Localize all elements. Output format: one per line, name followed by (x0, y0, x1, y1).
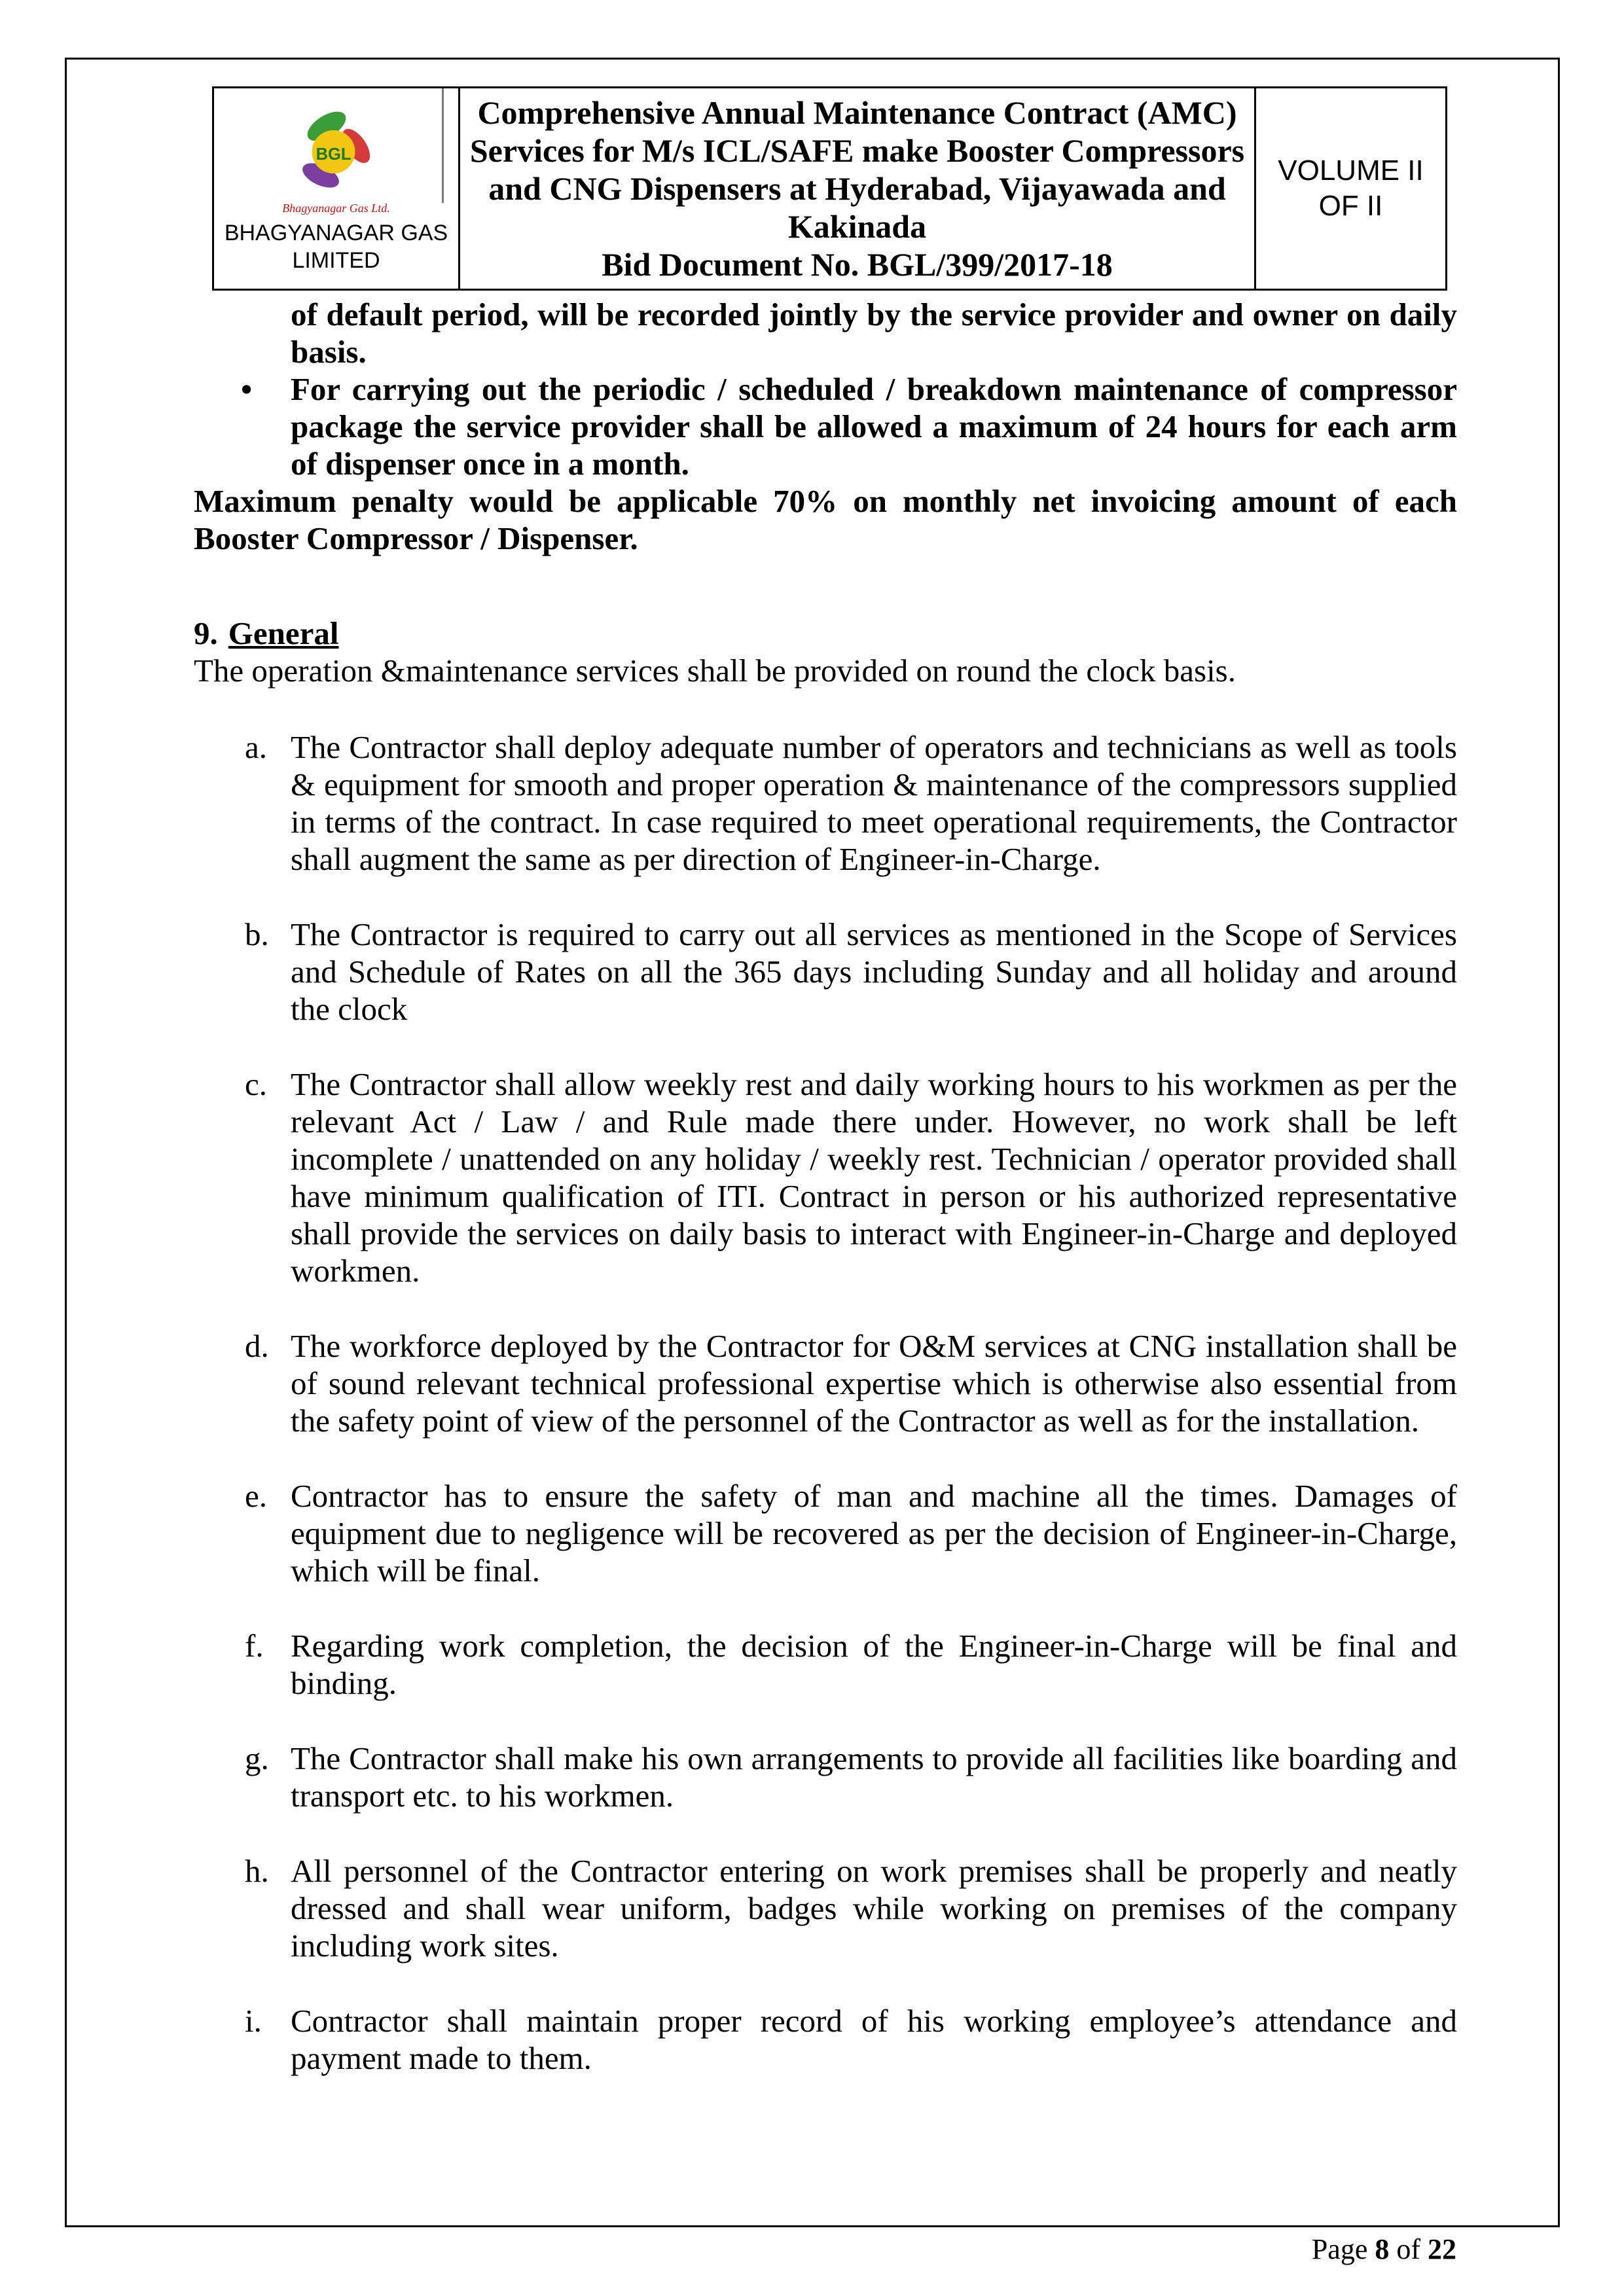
item-letter: g. (245, 1740, 269, 1776)
list-item (194, 1740, 1457, 1814)
footer-page-number: 8 (1375, 2233, 1390, 2265)
list-item (194, 1477, 1457, 1589)
item-letter: i. (245, 2003, 262, 2039)
item-text: The Contractor shall deploy adequate number of operators and technicians as well as tools & equipment for smooth and proper operation & maintenance of the compressors supplied in terms of the contract. In case required to meet operational requirements, the Contractor shall augment the same as per direction of Engineer-in-Charge. (291, 729, 1457, 877)
company-name-line1: BHAGYANAGAR GAS (224, 221, 448, 245)
item-text: Regarding work completion, the decision of the Engineer-in-Charge will be final and binding. (291, 1628, 1457, 1701)
bgl-logo-icon (287, 103, 386, 201)
volume-line2: OF II (1318, 190, 1383, 222)
item-letter: a. (245, 729, 267, 765)
header-table (212, 86, 1447, 291)
item-letter: f. (245, 1628, 264, 1664)
item-letter: h. (245, 1853, 269, 1889)
doc-title-cell (460, 88, 1255, 290)
continuation-paragraph: of default period, will be recorded jointly by the service provider and owner on daily basis. (291, 296, 1457, 370)
item-text: The Contractor shall allow weekly rest and daily working hours to his workmen as per the relevant Act / Law / and Rule made there under. However, no work shall be left incomplete / unattended on any holiday / weekly rest. Technician / operator provided shall have minimum qualification of ITI. Contract in person or his authorized representative shall provide the services on daily basis to interact with Engineer-in-Charge and deployed workmen. (291, 1066, 1457, 1289)
general-items-list (194, 728, 1457, 2077)
item-letter: c. (245, 1066, 267, 1102)
list-item (194, 1627, 1457, 1702)
company-name-line2: LIMITED (292, 248, 380, 273)
item-text: All personnel of the Contractor entering on work premises shall be properly and neatly dressed and shall wear uniform, badges while working on premises of the company including work sites. (291, 1853, 1457, 1964)
section-title: General (228, 615, 339, 651)
list-item (194, 1852, 1457, 1964)
section-intro: The operation &maintenance services shall be provided on round the clock basis. (194, 653, 1236, 689)
footer-of-label: of (1389, 2233, 1428, 2265)
bid-doc-no: Bid Document No. BGL/399/2017-18 (602, 246, 1113, 283)
item-text: The workforce deployed by the Contractor for O&M services at CNG installation shall be of sound relevant technical professional expertise which is otherwise also essential from the safety point of view of the personnel of the Contractor as well as for the installation. (291, 1328, 1457, 1439)
item-letter: b. (245, 916, 269, 952)
bullet-marker: • (241, 371, 253, 407)
company-logo (223, 103, 449, 201)
item-text: Contractor has to ensure the safety of man and machine all the times. Damages of equipment due to negligence will be recovered as per the decision of Engineer-in-Charge, which will be final. (291, 1478, 1457, 1588)
item-text: The Contractor shall make his own arrangements to provide all facilities like boarding and transport etc. to his workmen. (291, 1740, 1457, 1814)
volume-line1: VOLUME II (1278, 154, 1424, 187)
list-item (194, 728, 1457, 878)
company-name (223, 219, 449, 274)
document-body (194, 296, 1457, 2115)
item-letter: d. (245, 1328, 269, 1364)
page-footer (1312, 2233, 1456, 2266)
item-letter: e. (245, 1478, 267, 1514)
penalty-paragraph: Maximum penalty would be applicable 70% on monthly net invoicing amount of each Booster Compressor / Dispenser. (194, 483, 1457, 556)
item-text: The Contractor is required to carry out all services as mentioned in the Scope of Services and Schedule of Rates on all the 365 days including Sunday and all holiday and around the clock (291, 916, 1457, 1027)
volume-cell (1255, 88, 1447, 290)
section-number: 9. (194, 615, 218, 651)
list-item (194, 2002, 1457, 2077)
logo-divider (442, 88, 444, 203)
doc-title: Comprehensive Annual Maintenance Contract (AMC) Services for M/s ICL/SAFE make Booster Compressors and CNG Dispensers at Hyderabad, Vijayawada and Kakinada (469, 94, 1245, 245)
volume-label (1265, 153, 1436, 224)
svg-text:BGL: BGL (316, 145, 351, 164)
footer-total-pages: 22 (1428, 2233, 1456, 2265)
bullet-item (241, 370, 1457, 482)
list-item (194, 1066, 1457, 1289)
bullet-text: For carrying out the periodic / scheduled / breakdown maintenance of compressor package the service provider shall be allowed a maximum of 24 hours for each arm of dispenser once in a month. (291, 371, 1457, 482)
logo-subtitle: Bhagyanagar Gas Ltd. (282, 202, 390, 215)
section-heading (194, 615, 1457, 652)
logo-cell (213, 88, 460, 290)
list-item (194, 916, 1457, 1028)
list-item (194, 1327, 1457, 1439)
item-text: Contractor shall maintain proper record of his working employee’s attendance and payment made to them. (291, 2003, 1457, 2076)
footer-page-label: Page (1311, 2233, 1375, 2265)
